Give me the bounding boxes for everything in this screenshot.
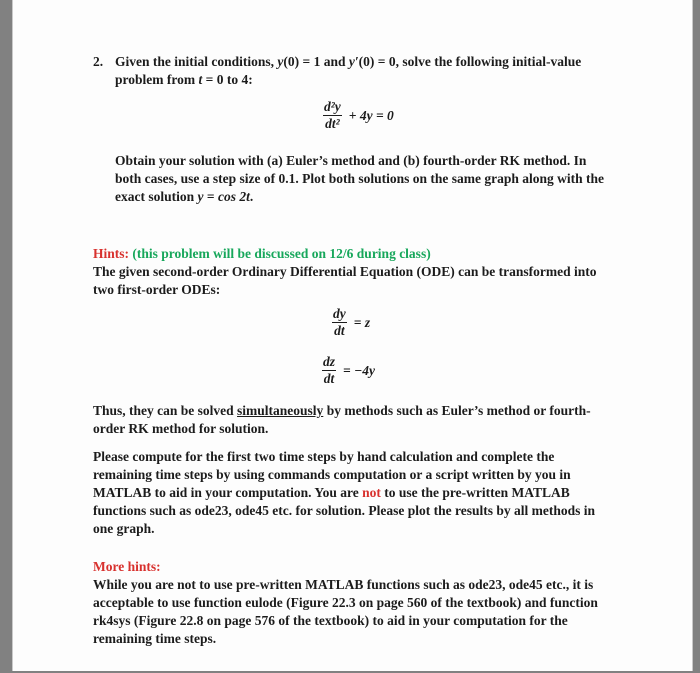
equation-rhs: + 4y = 0: [348, 107, 394, 123]
text-line: Hints: (this problem will be discussed on 12/6 during class): [93, 246, 431, 261]
text-line: remaining time steps by using commands computation or a script written by you in: [93, 467, 571, 482]
text-line: acceptable to use function eulode (Figure 22.3 on page 560 of the textbook) and function: [93, 595, 598, 610]
problem-statement: [115, 53, 581, 89]
thus-note: [93, 402, 591, 438]
obtain-instructions: [115, 152, 604, 206]
fraction-denominator: dt: [323, 371, 335, 386]
text-line: While you are not to use pre-written MATLAB functions such as ode23, ode45 etc., it is: [93, 577, 594, 592]
fraction-numerator: dy: [333, 306, 346, 321]
text-line: Given the initial conditions, y(0) = 1 and y′(0) = 0, solve the following initial-value: [115, 54, 582, 69]
text-line: problem from t = 0 to 4:: [115, 72, 253, 87]
equation-first-order-ode-2: [321, 354, 375, 387]
text-line: rk4sys (Figure 22.8 on page 576 of the textbook) to aid in your computation for the: [93, 613, 568, 628]
fraction-numerator: dz: [323, 354, 336, 369]
text-line: exact solution y = cos 2t.: [115, 189, 254, 204]
fraction-denominator: dt²: [325, 116, 340, 131]
text-line: The given second-order Ordinary Differential Equation (ODE) can be transformed into: [93, 264, 597, 279]
text-line: Please compute for the first two time steps by hand calculation and complete the: [93, 449, 555, 464]
text-line: both cases, use a step size of 0.1. Plot both solutions on the same graph along with the: [115, 171, 605, 186]
hints-section: [93, 245, 596, 299]
compute-instructions: [93, 448, 595, 538]
text-line: Obtain your solution with (a) Euler’s method and (b) fourth-order RK method. In: [115, 153, 587, 168]
text-line: two first-order ODEs:: [93, 282, 221, 297]
fraction-numerator: d²y: [324, 99, 341, 114]
fraction: [322, 99, 343, 132]
equation-second-order-ode: [322, 99, 394, 132]
text-line: order RK method for solution.: [93, 421, 269, 436]
equation-first-order-ode-1: [331, 306, 370, 339]
fraction: [331, 306, 348, 339]
equation-rhs: = z: [353, 314, 371, 330]
fraction-denominator: dt: [334, 323, 345, 338]
text-line: MATLAB to aid in your computation. You are not to use the pre-written MATLAB: [93, 485, 570, 500]
equation-rhs: = −4y: [343, 362, 376, 378]
text-line: remaining time steps.: [93, 631, 217, 646]
fraction: [321, 354, 337, 387]
text-line: one graph.: [93, 521, 155, 536]
text-line: functions such as ode23, ode45 etc. for solution. Please plot the results by all methods in: [93, 503, 596, 518]
text-line: More hints:: [93, 559, 161, 574]
problem-number: 2.: [93, 54, 104, 69]
text-line: Thus, they can be solved simultaneously by methods such as Euler’s method or fourth-: [93, 403, 591, 418]
more-hints-section: [93, 558, 598, 648]
